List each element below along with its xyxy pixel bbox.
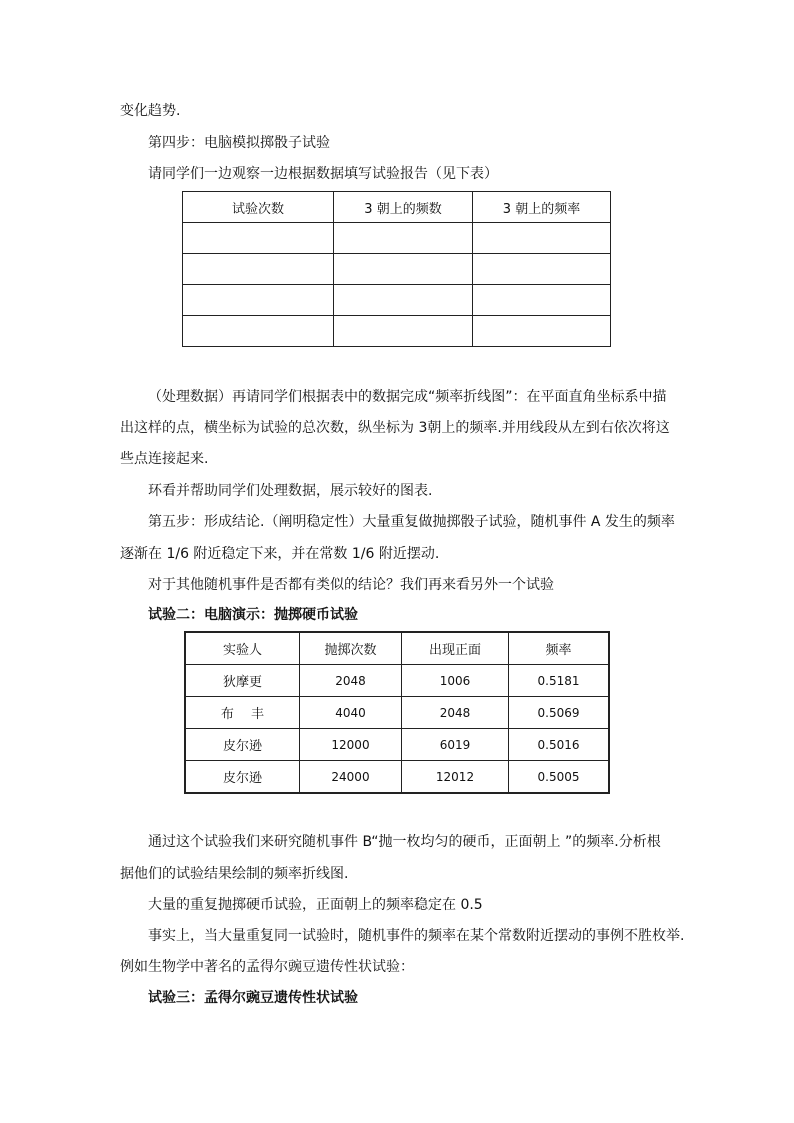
experiment-three-heading: 试验三：孟得尔豌豆遗传性状试验 xyxy=(148,990,358,1006)
table-cell: 皮尔逊 xyxy=(185,761,300,794)
paragraph: 变化趋势. xyxy=(120,103,181,119)
table-cell: 2048 xyxy=(300,665,402,697)
dice-report-table xyxy=(182,191,611,347)
table-cell xyxy=(334,223,473,254)
table-cell xyxy=(183,316,334,347)
table-cell: 0.5069 xyxy=(509,697,610,729)
table-header-cell: 抛掷次数 xyxy=(300,632,402,665)
paragraph: 通过这个试验我们来研究随机事件 B“抛一枚均匀的硬币，正面朝上 ”的频率.分析根 xyxy=(148,834,661,850)
table-cell xyxy=(183,254,334,285)
paragraph: 例如生物学中著名的孟得尔豌豆遗传性状试验： xyxy=(120,959,414,975)
table-cell xyxy=(183,285,334,316)
table-cell: 6019 xyxy=(402,729,509,761)
table-cell xyxy=(334,285,473,316)
table-row xyxy=(183,223,611,254)
table-row xyxy=(185,761,609,794)
table-row xyxy=(183,316,611,347)
table-cell: 0.5181 xyxy=(509,665,610,697)
paragraph: 对于其他随机事件是否都有类似的结论？我们再来看另外一个试验 xyxy=(148,577,554,593)
table-cell xyxy=(473,223,611,254)
table-cell: 0.5005 xyxy=(509,761,610,794)
paragraph: 环看并帮助同学们处理数据，展示较好的图表. xyxy=(148,483,433,499)
table-header-cell: 实验人 xyxy=(185,632,300,665)
table-cell: 1006 xyxy=(402,665,509,697)
coin-toss-table xyxy=(184,631,610,794)
table-cell xyxy=(334,254,473,285)
table-row xyxy=(183,285,611,316)
paragraph: 请同学们一边观察一边根据数据填写试验报告（见下表） xyxy=(148,166,498,182)
table-header-cell: 3 朝上的频数 xyxy=(334,192,473,223)
table-row xyxy=(185,729,609,761)
paragraph: 出这样的点，横坐标为试验的总次数，纵坐标为 3朝上的频率.并用线段从左到右依次将这 xyxy=(120,420,670,436)
table-header-cell: 频率 xyxy=(509,632,610,665)
paragraph: 大量的重复抛掷硬币试验，正面朝上的频率稳定在 0.5 xyxy=(148,897,483,913)
table-cell: 0.5016 xyxy=(509,729,610,761)
table-header-row xyxy=(183,192,611,223)
paragraph: 逐渐在 1/6 附近稳定下来，并在常数 1/6 附近摆动. xyxy=(120,546,440,562)
table-row xyxy=(185,665,609,697)
table-cell: 12000 xyxy=(300,729,402,761)
table-cell: 24000 xyxy=(300,761,402,794)
paragraph: 些点连接起来. xyxy=(120,451,209,467)
table-cell: 2048 xyxy=(402,697,509,729)
step-five-paragraph: 第五步：形成结论.（阐明稳定性）大量重复做抛掷骰子试验，随机事件 A 发生的频率 xyxy=(148,514,675,530)
table-cell xyxy=(473,285,611,316)
table-cell xyxy=(334,316,473,347)
step-four-heading: 第四步：电脑模拟掷骰子试验 xyxy=(148,135,330,151)
table-cell: 狄摩更 xyxy=(185,665,300,697)
table-header-row xyxy=(185,632,609,665)
table-cell: 12012 xyxy=(402,761,509,794)
experiment-two-heading: 试验二：电脑演示：抛掷硬币试验 xyxy=(148,607,358,623)
table-cell xyxy=(183,223,334,254)
table-cell: 布 丰 xyxy=(185,697,300,729)
paragraph: （处理数据）再请同学们根据表中的数据完成“频率折线图”：在平面直角坐标系中描 xyxy=(148,389,667,405)
table-cell: 皮尔逊 xyxy=(185,729,300,761)
table-header-cell: 试验次数 xyxy=(183,192,334,223)
table-cell xyxy=(473,254,611,285)
table-cell: 4040 xyxy=(300,697,402,729)
paragraph: 事实上，当大量重复同一试验时，随机事件的频率在某个常数附近摆动的事例不胜枚举. xyxy=(148,928,685,944)
table-row xyxy=(183,254,611,285)
table-header-cell: 3 朝上的频率 xyxy=(473,192,611,223)
table-header-cell: 出现正面 xyxy=(402,632,509,665)
paragraph: 据他们的试验结果绘制的频率折线图. xyxy=(120,866,349,882)
table-cell xyxy=(473,316,611,347)
table-row xyxy=(185,697,609,729)
